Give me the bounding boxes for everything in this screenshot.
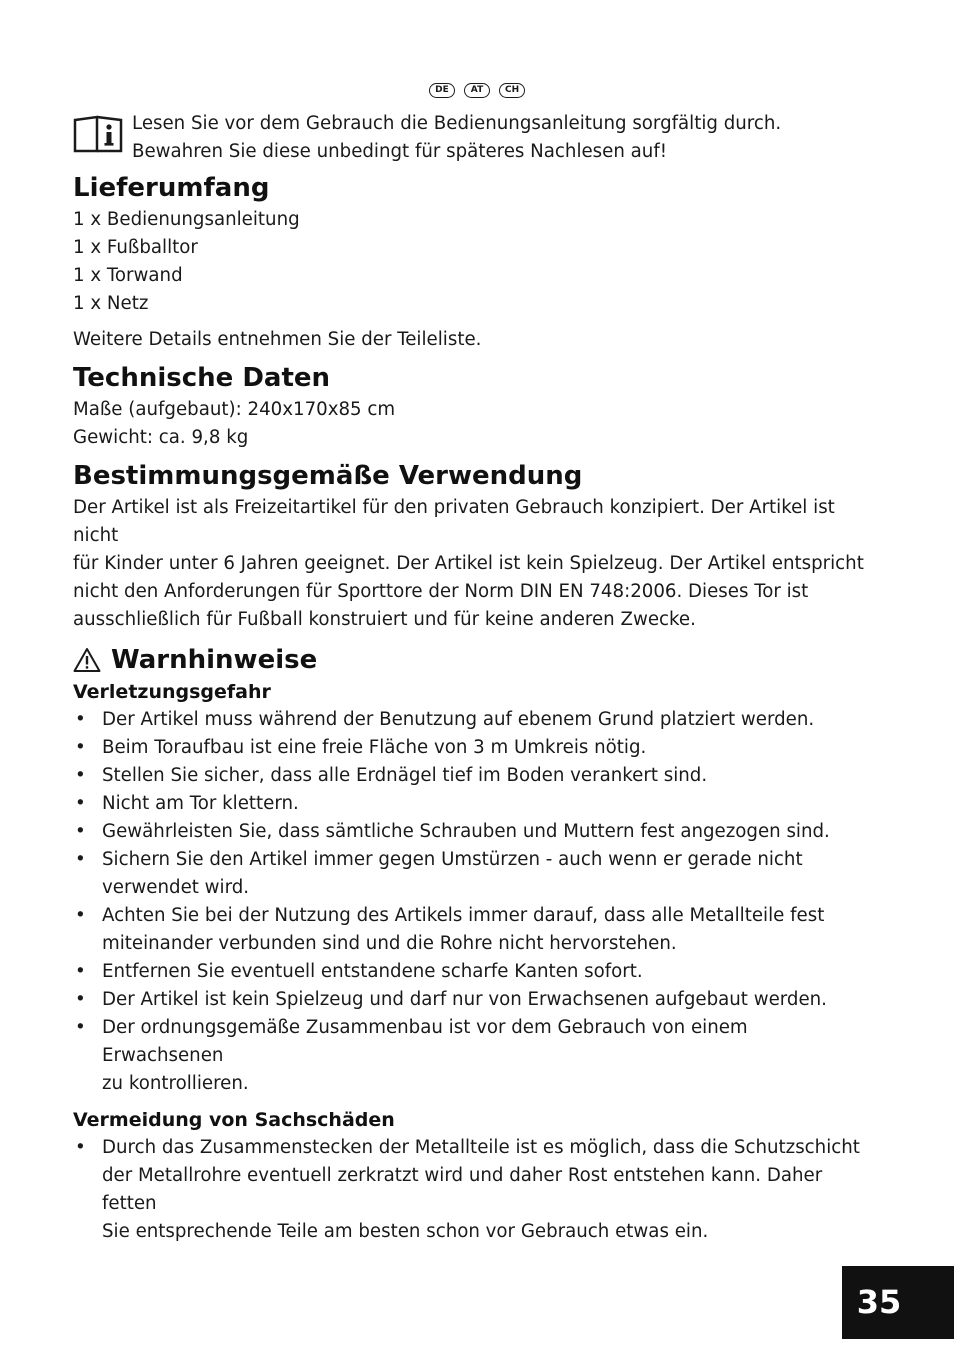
bullet-item: [73, 986, 873, 1014]
verwendung-line: ausschließlich für Fußball konstruiert und für keine anderen Zwecke.: [73, 609, 696, 630]
bullet-line: Entfernen Sie eventuell entstandene scharfe Kanten sofort.: [102, 961, 643, 982]
country-badge-ch: CH: [499, 83, 525, 98]
intro-line-2: Bewahren Sie diese unbedingt für späteres Nachlesen auf!: [132, 141, 668, 162]
lieferumfang-item: 1 x Torwand: [73, 265, 183, 286]
verletzungsgefahr-heading: Verletzungsgefahr: [73, 681, 271, 703]
technische-daten-heading: Technische Daten: [73, 363, 331, 393]
verwendung-line: nicht den Anforderungen für Sporttore der Norm DIN EN 748:2006. Dieses Tor ist: [73, 581, 809, 602]
bullet-item: [73, 762, 873, 790]
bullet-line: Gewährleisten Sie, dass sämtliche Schrauben und Muttern fest angezogen sind.: [102, 821, 830, 842]
lieferumfang-note: Weitere Details entnehmen Sie der Teileliste.: [73, 329, 482, 350]
page-number: 35: [842, 1266, 954, 1339]
bullet-line: miteinander verbunden sind und die Rohre nicht hervorstehen.: [102, 933, 677, 954]
bullet-line: Der ordnungsgemäße Zusammenbau ist vor dem Gebrauch von einem Erwachsenen: [102, 1017, 748, 1066]
bullet-line: Der Artikel ist kein Spielzeug und darf nur von Erwachsenen aufgebaut werden.: [102, 989, 827, 1010]
bullet-icon: •: [75, 709, 86, 730]
lieferumfang-item: 1 x Fußballtor: [73, 237, 198, 258]
verwendung-line: Der Artikel ist als Freizeitartikel für den privaten Gebrauch konzipiert. Der Artikel ist nicht: [73, 497, 835, 546]
warnhinweise-header: [73, 642, 873, 678]
country-badges: [0, 77, 954, 98]
bullet-line: zu kontrollieren.: [102, 1073, 249, 1094]
bullet-line: Stellen Sie sicher, dass alle Erdnägel tief im Boden verankert sind.: [102, 765, 708, 786]
bullet-line: Beim Toraufbau ist eine freie Fläche von 3 m Umkreis nötig.: [102, 737, 647, 758]
country-badge-at: AT: [464, 83, 490, 98]
bullet-item: [73, 958, 873, 986]
bullet-icon: •: [75, 793, 86, 814]
bullet-icon: •: [75, 765, 86, 786]
bullet-icon: •: [75, 849, 86, 870]
lieferumfang-item: 1 x Netz: [73, 293, 149, 314]
bullet-icon: •: [75, 821, 86, 842]
bullet-line: Sie entsprechende Teile am besten schon vor Gebrauch etwas ein.: [102, 1221, 709, 1242]
bullet-line: Sichern Sie den Artikel immer gegen Umstürzen - auch wenn er gerade nicht: [102, 849, 803, 870]
bullet-item: [73, 1134, 873, 1246]
lieferumfang-item: 1 x Bedienungsanleitung: [73, 209, 300, 230]
bullet-icon: •: [75, 1137, 86, 1158]
bullet-item: [73, 734, 873, 762]
bullet-line: der Metallrohre eventuell zerkratzt wird und daher Rost entstehen kann. Daher fetten: [102, 1165, 823, 1214]
bullet-line: Der Artikel muss während der Benutzung auf ebenem Grund platziert werden.: [102, 709, 815, 730]
bullet-icon: •: [75, 905, 86, 926]
tech-spec-weight: Gewicht: ca. 9,8 kg: [73, 427, 249, 448]
verwendung-line: für Kinder unter 6 Jahren geeignet. Der Artikel ist kein Spielzeug. Der Artikel entspricht: [73, 553, 864, 574]
bullet-icon: •: [75, 1017, 86, 1038]
bullet-line: Achten Sie bei der Nutzung des Artikels immer darauf, dass alle Metallteile fest: [102, 905, 825, 926]
intro-line-1: Lesen Sie vor dem Gebrauch die Bedienungsanleitung sorgfältig durch.: [132, 113, 782, 134]
verwendung-heading: Bestimmungsgemäße Verwendung: [73, 461, 583, 491]
bullet-item: [73, 818, 873, 846]
bullet-item: [73, 846, 873, 902]
bullet-item: [73, 790, 873, 818]
bullet-line: Nicht am Tor klettern.: [102, 793, 299, 814]
bullet-line: Durch das Zusammenstecken der Metallteile ist es möglich, dass die Schutzschicht: [102, 1137, 860, 1158]
sachschaeden-list: [73, 1134, 873, 1246]
warning-triangle-icon: [73, 647, 101, 673]
tech-spec-dimensions: Maße (aufgebaut): 240x170x85 cm: [73, 399, 396, 420]
warnhinweise-heading: Warnhinweise: [111, 645, 318, 675]
bullet-item: [73, 706, 873, 734]
document-body: [73, 170, 873, 1246]
bullet-icon: •: [75, 737, 86, 758]
verletzungsgefahr-list: [73, 706, 873, 1098]
intro-notice: [73, 110, 873, 166]
bullet-item: [73, 1014, 873, 1098]
lieferumfang-heading: Lieferumfang: [73, 173, 270, 203]
country-badge-de: DE: [429, 83, 455, 98]
manual-info-icon: [73, 114, 123, 154]
bullet-line: verwendet wird.: [102, 877, 250, 898]
bullet-item: [73, 902, 873, 958]
sachschaeden-heading: Vermeidung von Sachschäden: [73, 1109, 395, 1131]
bullet-icon: •: [75, 961, 86, 982]
bullet-icon: •: [75, 989, 86, 1010]
